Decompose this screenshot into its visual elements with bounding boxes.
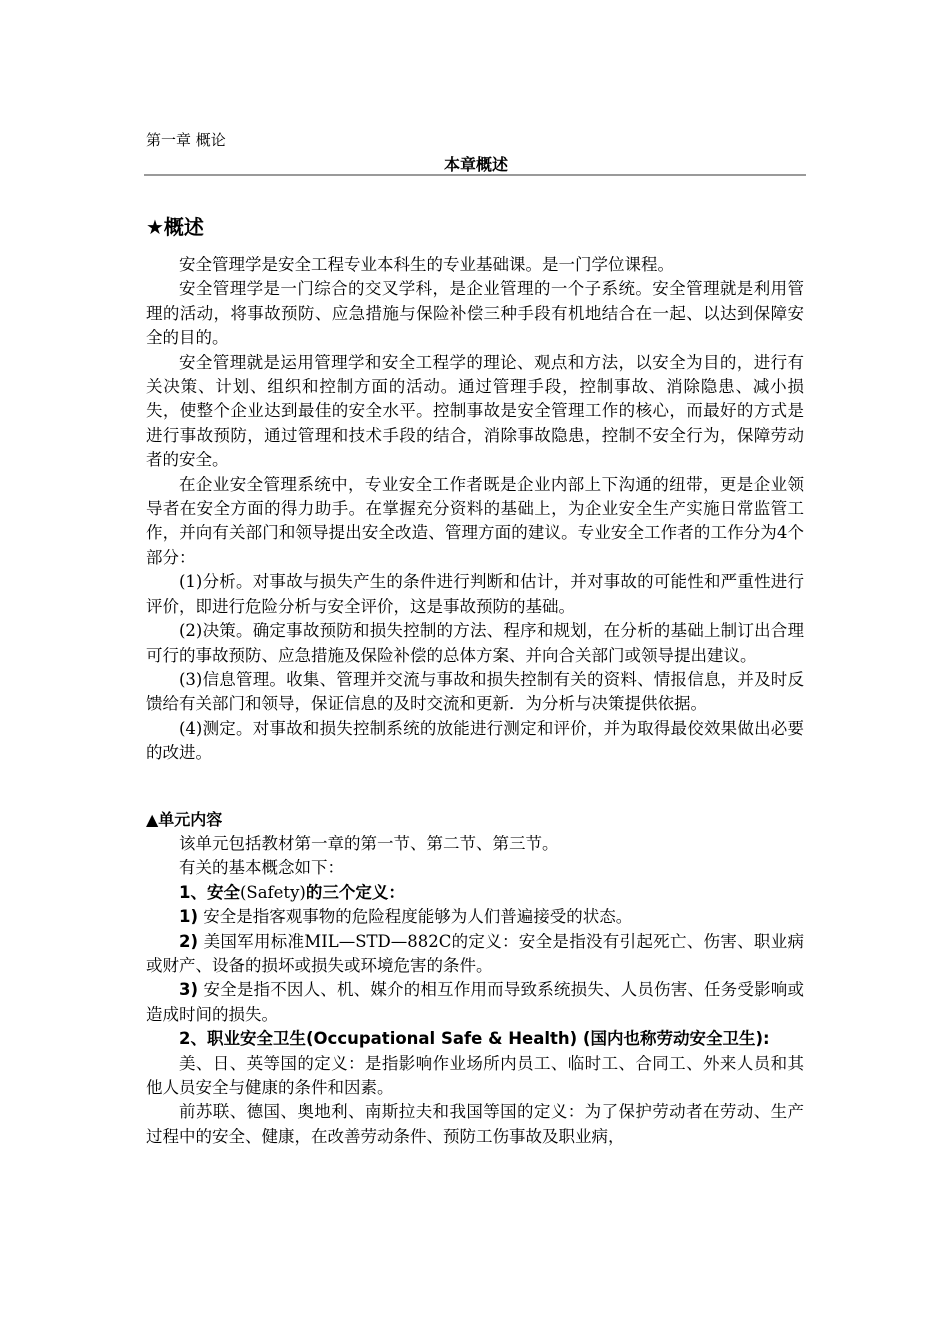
paragraph: (2)决策。确定事故预防和损失控制的方法、程序和规划，在分析的基础上制订出合理可行的事故预防、应急措施及保险补偿的总体方案、并向合关部门或领导提出建议。 bbox=[146, 621, 804, 665]
item-text: 安全是指客观事物的危险程度能够为人们普遍接受的状态。 bbox=[198, 907, 633, 927]
paragraph: 在企业安全管理系统中，专业安全工作者既是企业内部上下沟通的纽带，更是企业领导者在安全方面的得力助手。在掌握充分资料的基础上，为企业安全生产实施日常监管工作，并向有关部门和领导提出安全改造、管理方面的建议。专业安全工作者的工作分为4个部分： bbox=[146, 474, 804, 567]
item-number: 3) bbox=[179, 980, 199, 1000]
paragraph: 该单元包括教材第一章的第一节、第二节、第三节。 bbox=[179, 833, 559, 853]
definition-item bbox=[146, 905, 804, 929]
definition-heading bbox=[146, 881, 804, 905]
section-heading: 本章概述 bbox=[443, 155, 508, 174]
overview-title: ★概述 bbox=[146, 215, 204, 239]
chapter-label: 第一章 概论 bbox=[146, 131, 226, 149]
item-text: 安全是指不因人、机、媒介的相互作用而导致系统损失、人员伤害、任务受影响或造成时间的损失。 bbox=[146, 980, 804, 1024]
definition-item bbox=[146, 978, 804, 1027]
paragraph: 前苏联、德国、奥地利、南斯拉夫和我国等国的定义：为了保护劳动者在劳动、生产过程中的安全、健康，在改善劳动条件、预防工伤事故及职业病， bbox=[146, 1102, 804, 1146]
item-text: 美国军用标准MIL—STD—882C的定义：安全是指没有引起死亡、伤害、职业病或财产、设备的损坏或损失或环境危害的条件。 bbox=[146, 931, 804, 975]
paragraph: (4)测定。对事故和损失控制系统的放能进行测定和评价，并为取得最佼效果做出必要的改进。 bbox=[146, 718, 804, 763]
definition-tail: 的三个定义： bbox=[305, 882, 405, 902]
definition-number: 1、安全 bbox=[179, 882, 240, 902]
paragraph: 安全管理学是一门综合的交叉学科，是企业管理的一个子系统。安全管理就是利用管理的活动，将事故预防、应急措施与保险补偿三种手段有机地结合在一起、以达到保障安全的目的。 bbox=[146, 279, 804, 348]
spacer bbox=[146, 766, 804, 808]
definition-item bbox=[146, 930, 804, 979]
paragraph: 安全管理学是安全工程专业本科生的专业基础课。是一门学位课程。 bbox=[179, 255, 674, 274]
paragraph: (3)信息管理。收集、管理并交流与事故和损失控制有关的资料、情报信息，并及时反馈给有关部门和领导，保证信息的及时交流和更新．为分析与决策提供依据。 bbox=[146, 669, 804, 714]
item-number: 2) bbox=[179, 931, 199, 951]
paragraph: 安全管理就是运用管理学和安全工程学的理论、观点和方法，以安全为目的，进行有关决策、计划、组织和控制方面的活动。通过管理手段，控制事故、消除隐患、减小损失，使整个企业达到最佳的安全水平。控制事故是安全管理工作的核心，而最好的方式是进行事故预防，通过管理和技术手段的结合，消除事故隐患，控制不安全行为，保障劳动者的安全。 bbox=[146, 352, 804, 470]
paragraph: 美、日、英等国的定义：是指影响作业场所内员工、临时工、合同工、外来人员和其他人员安全与健康的条件和因素。 bbox=[146, 1053, 804, 1097]
definition-heading: 2、职业安全卫生(Occupational Safe & Health) (国内也称劳动安全卫生): bbox=[179, 1029, 770, 1049]
document-body bbox=[146, 253, 804, 1149]
unit-title: ▲单元内容 bbox=[146, 809, 223, 829]
heading-rule bbox=[144, 174, 806, 176]
definition-term: (Safety) bbox=[239, 882, 306, 902]
item-number: 1) bbox=[179, 907, 199, 927]
paragraph: (1)分析。对事故与损失产生的条件进行判断和估计，并对事故的可能性和严重性进行评价，即进行危险分析与安全评价，这是事故预防的基础。 bbox=[146, 572, 804, 616]
paragraph: 有关的基本概念如下： bbox=[179, 858, 344, 878]
